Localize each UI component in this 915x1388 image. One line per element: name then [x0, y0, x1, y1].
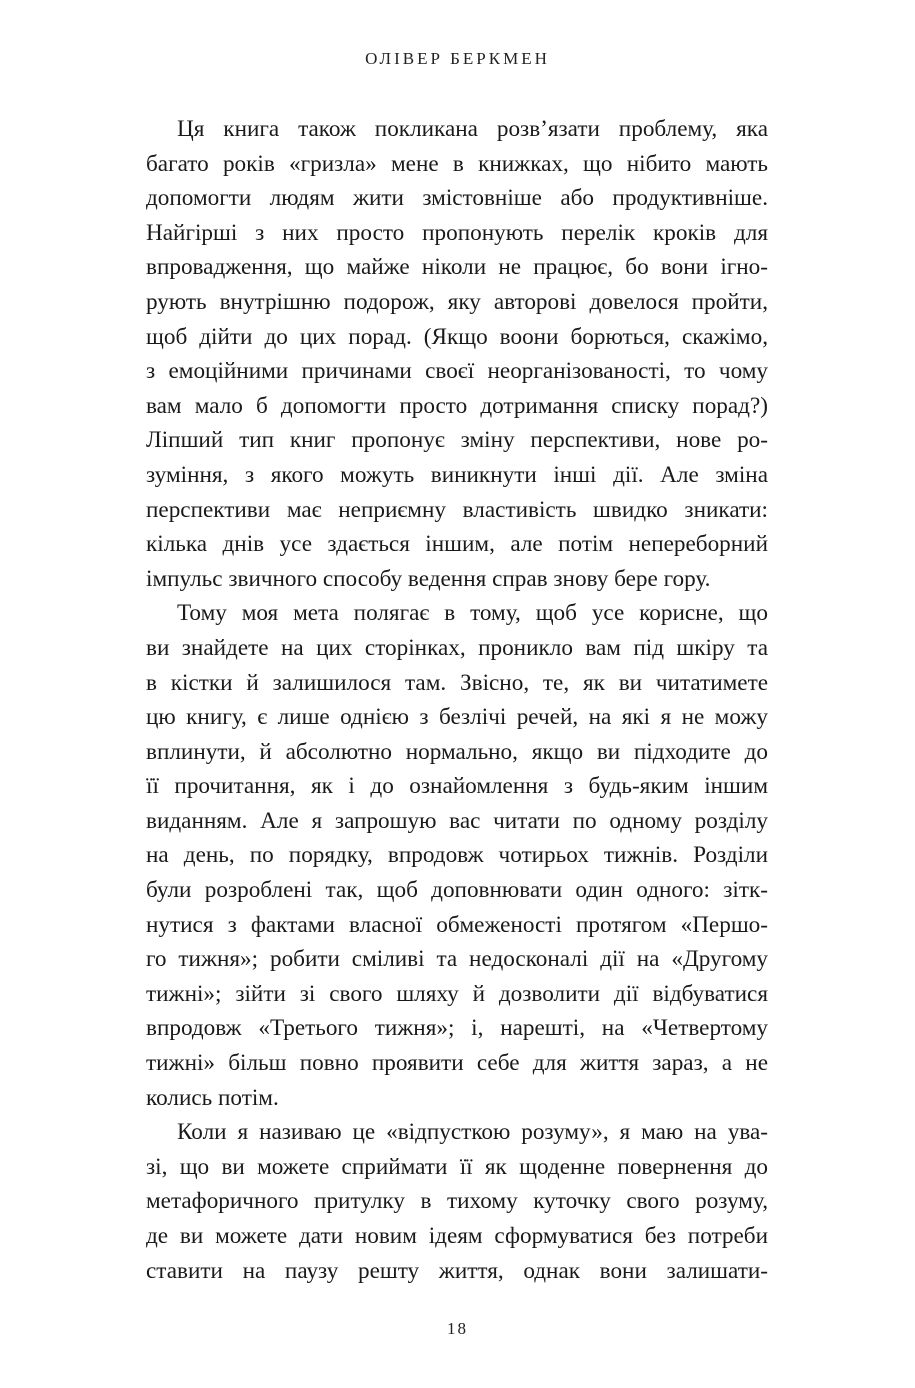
text-line: рують внутрішню подорож, яку авторові довелося пройти,	[146, 288, 768, 315]
text-line: були розроблені так, щоб доповнювати один одного: зітк-	[146, 877, 768, 904]
text-line: Коли я називаю це «відпусткою розуму», я маю на ува-	[177, 1119, 768, 1146]
text-line: виданням. Але я запрошую вас читати по одному розділу	[146, 807, 768, 834]
text-line: на день, по порядку, впродовж чотирьох тижнів. Розділи	[146, 842, 768, 869]
text-line: перспективи має неприємну властивість швидко зникати:	[146, 496, 768, 523]
text-line: вплинути, й абсолютно нормально, якщо ви підходите до	[146, 738, 768, 765]
text-line: ви знайдете на цих сторінках, проникло вам під шкіру та	[146, 634, 768, 661]
text-line: Тому моя мета полягає в тому, щоб усе корисне, що	[177, 600, 768, 627]
paragraph-2	[146, 596, 768, 1115]
text-line: впродовж «Третього тижня»; і, нарешті, на «Четвертому	[146, 1015, 768, 1042]
text-line: впровадження, що майже ніколи не працює, бо вони ігно-	[146, 254, 768, 281]
text-line: нутися з фактами власної обмеженості протягом «Першо-	[146, 911, 768, 938]
text-line: імпульс звичного способу ведення справ знову бере гору.	[146, 565, 711, 592]
paragraph-3	[146, 1115, 768, 1288]
text-line: зі, що ви можете сприймати її як щоденне повернення до	[146, 1153, 768, 1180]
text-line: ставити на паузу решту життя, однак вони залишати-	[146, 1257, 768, 1284]
text-line: Ця книга також покликана розв’язати проблему, яка	[177, 116, 768, 142]
paragraph-1	[146, 112, 768, 596]
text-line: тижні» більш повно проявити себе для життя зараз, а не	[146, 1050, 768, 1077]
text-line: цю книгу, є лише однією з безлічі речей, на які я не можу	[146, 704, 768, 731]
text-line: колись потім.	[146, 1084, 279, 1111]
text-line: метафоричного притулку в тихому куточку свого розуму,	[146, 1188, 768, 1215]
text-line: вам мало б допомогти просто дотримання списку порад?)	[146, 392, 768, 419]
text-line: кілька днів усе здається іншим, але потім непереборний	[146, 531, 768, 558]
text-line: зуміння, з якого можуть виникнути інші дії. Але зміна	[146, 461, 768, 488]
body-text	[146, 112, 768, 1288]
text-line: щоб дійти до цих порад. (Якщо воони борються, скажімо,	[146, 323, 768, 350]
text-line: Найгірші з них просто пропонують перелік кроків для	[146, 219, 768, 246]
text-line: з емоційними причинами своєї неорганізованості, то чому	[146, 358, 768, 385]
text-line: Ліпший тип книг пропонує зміну перспективи, нове ро-	[146, 427, 768, 454]
text-line: допомогти людям жити змістовніше або продуктивніше.	[146, 185, 768, 212]
text-line: багато років «гризла» мене в книжках, що нібито мають	[146, 150, 768, 177]
text-line: тижні»; зійти зі свого шляху й дозволити дії відбуватися	[146, 980, 768, 1007]
text-line: її прочитання, як і до ознайомлення з будь-яким іншим	[146, 773, 768, 800]
page-number: 18	[447, 1319, 468, 1338]
text-line: де ви можете дати новим ідеям сформуватися без потреби	[146, 1223, 768, 1249]
running-head-author: ОЛІВЕР БЕРКМЕН	[365, 49, 550, 68]
text-line: в кістки й залишилося там. Звісно, те, як ви читатимете	[146, 669, 768, 696]
text-line: го тижня»; робити сміливі та недосконалі дії на «Другому	[146, 946, 768, 973]
